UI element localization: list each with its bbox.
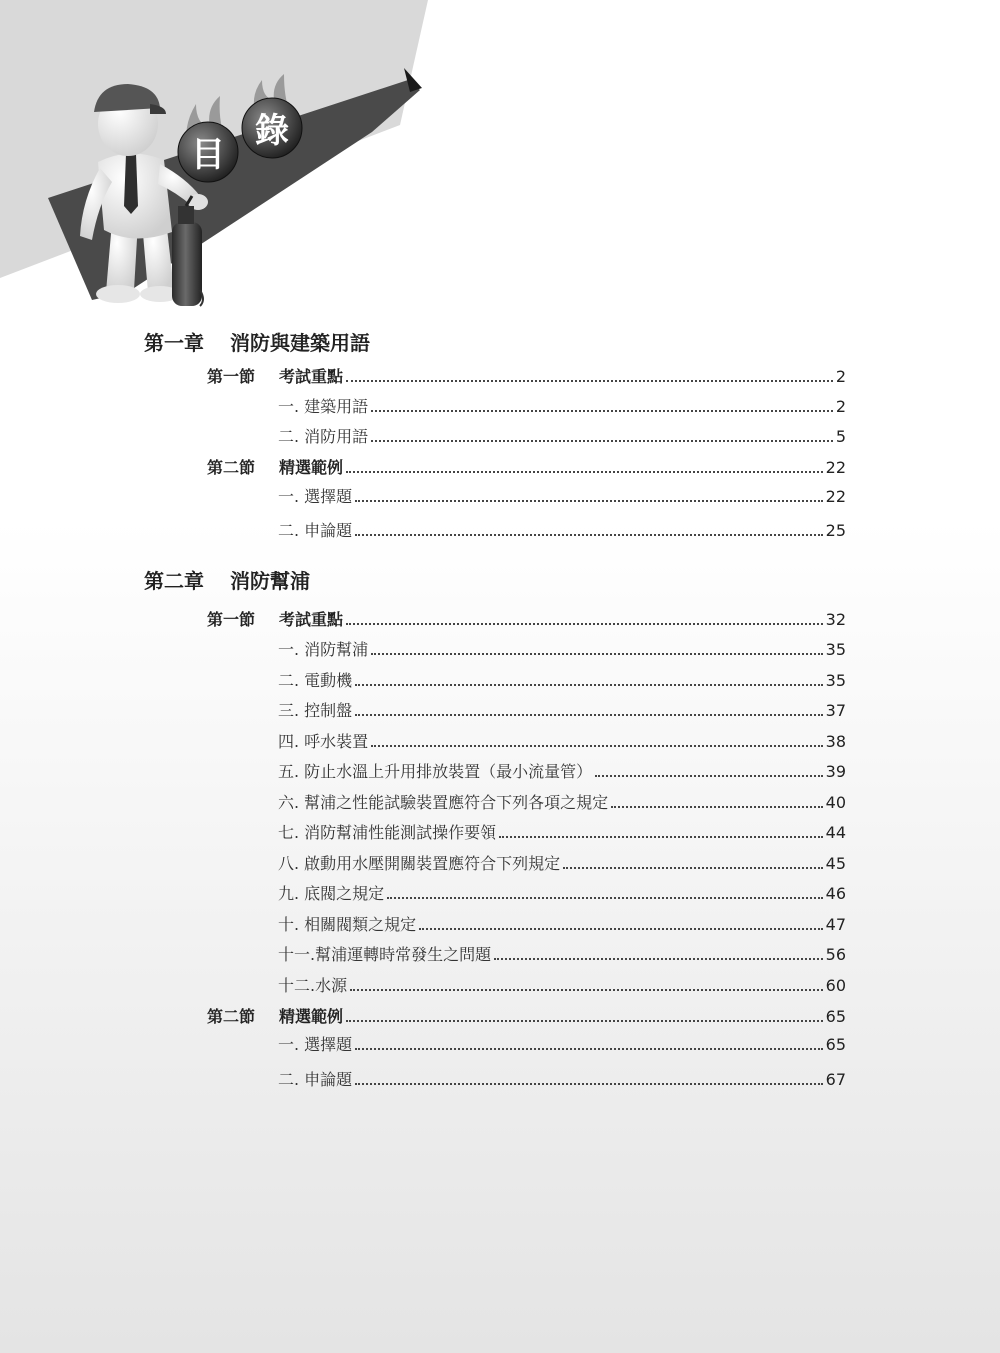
item-label: 六. 幫浦之性能試驗裝置應符合下列各項之規定 <box>278 793 609 812</box>
dot-leader <box>355 1083 822 1085</box>
page-number: 65 <box>825 1007 846 1026</box>
toc-item-entry[interactable] <box>278 486 846 508</box>
page-number: 2 <box>835 397 846 416</box>
page-number: 35 <box>825 671 846 690</box>
toc-item-entry[interactable] <box>278 396 846 418</box>
item-label: 二. 申論題 <box>278 1070 353 1089</box>
dot-leader <box>355 500 822 502</box>
dot-leader <box>595 775 822 777</box>
dot-leader <box>355 684 822 686</box>
dot-leader <box>371 653 822 655</box>
page-number: 39 <box>825 762 846 781</box>
toc-item-entry[interactable] <box>278 670 846 692</box>
dot-leader <box>611 806 822 808</box>
item-label: 十二.水源 <box>278 976 348 995</box>
toc-section-entry[interactable] <box>207 1006 846 1028</box>
item-label: 四. 呼水裝置 <box>278 732 369 751</box>
toc-item-entry[interactable] <box>278 853 846 875</box>
toc-item-entry[interactable] <box>278 883 846 905</box>
dot-leader <box>350 989 823 991</box>
toc-item-entry[interactable] <box>278 520 846 542</box>
section-title: 精選範例 <box>279 1007 344 1026</box>
toc-item-entry[interactable] <box>278 700 846 722</box>
page-number: 45 <box>825 854 846 873</box>
page-number: 5 <box>835 427 846 446</box>
page-number: 2 <box>835 367 846 386</box>
page-number: 65 <box>825 1035 846 1054</box>
svg-text:錄: 錄 <box>255 111 289 151</box>
toc-item-entry[interactable] <box>278 731 846 753</box>
page-number: 40 <box>825 793 846 812</box>
dot-leader <box>346 380 833 382</box>
section-title: 考試重點 <box>279 367 344 386</box>
chapter-heading <box>144 327 370 356</box>
dot-leader <box>346 1020 823 1022</box>
page-number: 38 <box>825 732 846 751</box>
dot-leader <box>371 440 833 442</box>
item-label: 十. 相關閥類之規定 <box>278 915 417 934</box>
dot-leader <box>346 623 823 625</box>
dot-leader <box>346 471 823 473</box>
page-number: 22 <box>825 458 846 477</box>
title-emblem-1 <box>178 122 238 182</box>
svg-text:目: 目 <box>191 135 225 175</box>
dot-leader <box>499 836 822 838</box>
toc-section-entry[interactable] <box>207 457 846 479</box>
dot-leader <box>355 714 822 716</box>
title-emblem-2 <box>242 98 302 158</box>
toc-item-entry[interactable] <box>278 975 846 997</box>
toc-item-entry[interactable] <box>278 426 846 448</box>
item-label: 一. 選擇題 <box>278 1035 353 1054</box>
page-number: 47 <box>825 915 846 934</box>
section-number: 第二節 <box>207 1007 256 1026</box>
dot-leader <box>371 745 822 747</box>
dot-leader <box>419 928 822 930</box>
item-label: 三. 控制盤 <box>278 701 353 720</box>
dot-leader <box>371 410 833 412</box>
toc-item-entry[interactable] <box>278 639 846 661</box>
section-number: 第一節 <box>207 610 256 629</box>
toc-item-entry[interactable] <box>278 792 846 814</box>
item-label: 八. 啟動用水壓開關裝置應符合下列規定 <box>278 854 561 873</box>
section-title: 精選範例 <box>279 458 344 477</box>
section-number: 第一節 <box>207 367 256 386</box>
toc-item-entry[interactable] <box>278 944 846 966</box>
page-number: 46 <box>825 884 846 903</box>
page-number: 22 <box>825 487 846 506</box>
toc-item-entry[interactable] <box>278 761 846 783</box>
dot-leader <box>355 534 822 536</box>
toc-item-entry[interactable] <box>278 1034 846 1056</box>
item-label: 一. 建築用語 <box>278 397 369 416</box>
dot-leader <box>563 867 822 869</box>
toc-section-entry[interactable] <box>207 366 846 388</box>
section-title: 考試重點 <box>279 610 344 629</box>
item-label: 一. 消防幫浦 <box>278 640 369 659</box>
item-label: 一. 選擇題 <box>278 487 353 506</box>
page-number: 44 <box>825 823 846 842</box>
toc-section-entry[interactable] <box>207 609 846 631</box>
toc-item-entry[interactable] <box>278 914 846 936</box>
chapter-number: 第一章 <box>144 331 204 355</box>
item-label: 二. 電動機 <box>278 671 353 690</box>
chapter-title: 消防幫浦 <box>230 569 310 593</box>
toc-item-entry[interactable] <box>278 1069 846 1091</box>
section-number: 第二節 <box>207 458 256 477</box>
chapter-heading <box>144 565 310 594</box>
item-label: 七. 消防幫浦性能測試操作要領 <box>278 823 497 842</box>
item-label: 十一.幫浦運轉時常發生之問題 <box>278 945 492 964</box>
item-label: 五. 防止水溫上升用排放裝置（最小流量管） <box>278 762 593 781</box>
item-label: 二. 申論題 <box>278 521 353 540</box>
page-number: 60 <box>825 976 846 995</box>
page-number: 25 <box>825 521 846 540</box>
page-number: 56 <box>825 945 846 964</box>
item-label: 二. 消防用語 <box>278 427 369 446</box>
toc-item-entry[interactable] <box>278 822 846 844</box>
dot-leader <box>494 958 823 960</box>
chapter-number: 第二章 <box>144 569 204 593</box>
dot-leader <box>387 897 822 899</box>
item-label: 九. 底閥之規定 <box>278 884 385 903</box>
chapter-title: 消防與建築用語 <box>230 331 370 355</box>
header-banner <box>0 0 1000 320</box>
dot-leader <box>355 1048 822 1050</box>
page-number: 32 <box>825 610 846 629</box>
page-number: 35 <box>825 640 846 659</box>
page-number: 67 <box>825 1070 846 1089</box>
page-number: 37 <box>825 701 846 720</box>
